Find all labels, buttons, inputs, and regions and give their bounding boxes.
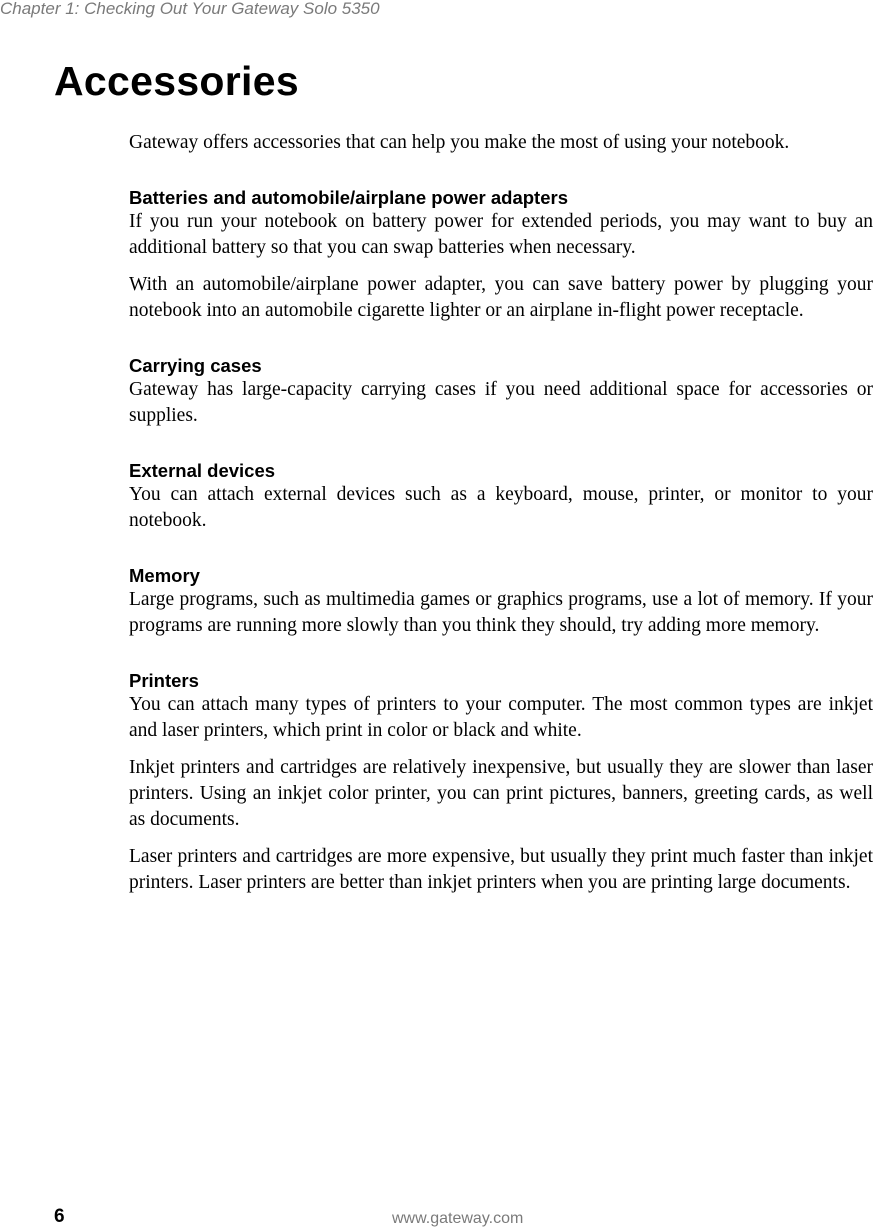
section-printers — [129, 670, 873, 896]
body-paragraph: If you run your notebook on battery power for extended periods, you may want to buy an additional battery so that you can swap batteries when necessary. — [129, 211, 873, 258]
section-heading: Memory — [129, 565, 200, 586]
page-body — [129, 130, 873, 896]
page-number: 6 — [54, 1206, 65, 1227]
body-paragraph: Large programs, such as multimedia games or graphics programs, use a lot of memory. If your programs are running more slowly than you think they should, try adding more memory. — [129, 589, 873, 636]
body-paragraph: Gateway has large-capacity carrying cases if you need additional space for accessories or supplies. — [129, 379, 873, 426]
section-carrying-cases — [129, 355, 873, 429]
running-header: Chapter 1: Checking Out Your Gateway Solo 5350 — [0, 0, 380, 18]
body-paragraph: Laser printers and cartridges are more expensive, but usually they print much faster than inkjet printers. Laser printers are better than inkjet printers when you are printing large documents. — [129, 846, 873, 893]
section-heading: Printers — [129, 670, 199, 691]
section-heading: Carrying cases — [129, 355, 262, 376]
body-paragraph: You can attach external devices such as a keyboard, mouse, printer, or monitor to your notebook. — [129, 484, 873, 531]
section-memory — [129, 565, 873, 639]
section-heading: Batteries and automobile/airplane power adapters — [129, 187, 568, 208]
section-heading: External devices — [129, 460, 276, 481]
footer-url: www.gateway.com — [392, 1210, 524, 1227]
section-external-devices — [129, 460, 873, 534]
intro-paragraph: Gateway offers accessories that can help you make the most of using your notebook. — [129, 132, 790, 153]
body-paragraph: With an automobile/airplane power adapter, you can save battery power by plugging your notebook into an automobile cigarette lighter or an airplane in-flight power receptacle. — [129, 274, 873, 321]
body-paragraph: Inkjet printers and cartridges are relatively inexpensive, but usually they are slower than laser printers. Using an inkjet color printer, you can print pictures, banners, greeting cards, as well as documents. — [129, 757, 873, 830]
body-paragraph: You can attach many types of printers to your computer. The most common types are inkjet and laser printers, which print in color or black and white. — [129, 694, 873, 741]
page-title: Accessories — [54, 58, 299, 104]
section-batteries — [129, 187, 873, 324]
